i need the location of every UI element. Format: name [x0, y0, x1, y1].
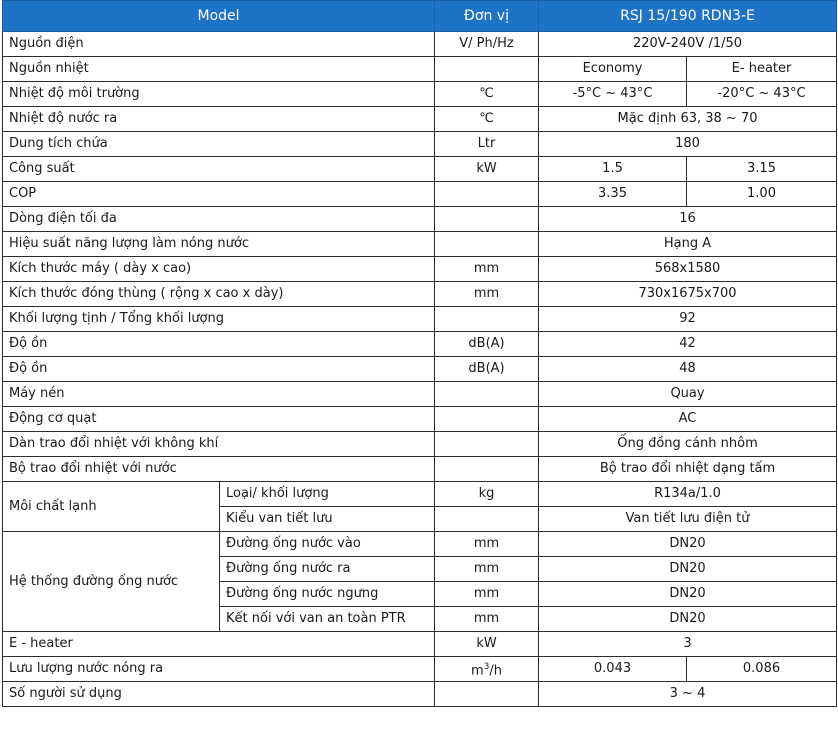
row-unit: dB(A) [435, 332, 539, 357]
table-row [3, 632, 837, 657]
row-label: E - heater [3, 632, 435, 657]
row-unit [435, 182, 539, 207]
row-value: 730x1675x700 [539, 282, 837, 307]
table-row [3, 357, 837, 382]
row-value: Bộ trao đổi nhiệt dạng tấm [539, 457, 837, 482]
row-unit [435, 57, 539, 82]
row-label: Dung tích chứa [3, 132, 435, 157]
row-value-eheater: E- heater [687, 57, 837, 82]
row-label: Kích thước đóng thùng ( rộng x cao x dày) [3, 282, 435, 307]
row-unit: dB(A) [435, 357, 539, 382]
row-value-economy: Economy [539, 57, 687, 82]
row-value-economy: 3.35 [539, 182, 687, 207]
table-row [3, 307, 837, 332]
unit-superscript: 3 [483, 661, 490, 672]
row-value: 42 [539, 332, 837, 357]
group-label-piping: Hệ thống đường ống nước [3, 532, 220, 632]
row-label: COP [3, 182, 435, 207]
table-row [3, 82, 837, 107]
row-label: Nguồn điện [3, 32, 435, 57]
row-unit [435, 507, 539, 532]
row-value: Mặc định 63, 38 ~ 70 [539, 107, 837, 132]
row-value-economy: 1.5 [539, 157, 687, 182]
row-unit: ℃ [435, 82, 539, 107]
table-row [3, 457, 837, 482]
sub-label: Loại/ khối lượng [220, 482, 435, 507]
row-label: Máy nén [3, 382, 435, 407]
row-label: Khối lượng tịnh / Tổng khối lượng [3, 307, 435, 332]
row-unit: mm [435, 582, 539, 607]
table-row [3, 57, 837, 82]
row-unit: kW [435, 632, 539, 657]
row-value: Hạng A [539, 232, 837, 257]
row-value: Quay [539, 382, 837, 407]
row-label: Kích thước máy ( dày x cao) [3, 257, 435, 282]
table-row [3, 107, 837, 132]
row-label: Nhiệt độ môi trường [3, 82, 435, 107]
row-value: 180 [539, 132, 837, 157]
table-row [3, 382, 837, 407]
row-label: Nguồn nhiệt [3, 57, 435, 82]
row-unit [435, 207, 539, 232]
row-value: 48 [539, 357, 837, 382]
row-value-eheater: -20°C ~ 43°C [687, 82, 837, 107]
row-value: R134a/1.0 [539, 482, 837, 507]
row-value: 92 [539, 307, 837, 332]
table-row [3, 532, 837, 557]
table-row [3, 282, 837, 307]
table-row [3, 182, 837, 207]
header-unit: Đơn vị [435, 1, 539, 32]
table-row [3, 257, 837, 282]
row-value: 3 ~ 4 [539, 682, 837, 707]
row-unit: kg [435, 482, 539, 507]
row-unit: V/ Ph/Hz [435, 32, 539, 57]
row-label: Dàn trao đổi nhiệt với không khí [3, 432, 435, 457]
row-value: DN20 [539, 557, 837, 582]
row-value: 568x1580 [539, 257, 837, 282]
row-unit [435, 307, 539, 332]
table-row [3, 332, 837, 357]
table-row [3, 407, 837, 432]
sub-label: Đường ống nước ngưng [220, 582, 435, 607]
unit-base: m [471, 663, 484, 679]
header-row [3, 1, 837, 32]
header-model: Model [3, 1, 435, 32]
row-value: DN20 [539, 582, 837, 607]
row-unit [435, 232, 539, 257]
row-value: DN20 [539, 532, 837, 557]
sub-label: Đường ống nước ra [220, 557, 435, 582]
row-value-economy: -5°C ~ 43°C [539, 82, 687, 107]
row-unit: mm [435, 557, 539, 582]
row-label: Dòng điện tối đa [3, 207, 435, 232]
row-unit: mm [435, 282, 539, 307]
row-unit: mm [435, 532, 539, 557]
group-label-refrigerant: Môi chất lạnh [3, 482, 220, 532]
sub-label: Kiểu van tiết lưu [220, 507, 435, 532]
table-row [3, 157, 837, 182]
table-row [3, 32, 837, 57]
row-value: 3 [539, 632, 837, 657]
row-value-eheater: 1.00 [687, 182, 837, 207]
row-unit: ℃ [435, 107, 539, 132]
row-label: Lưu lượng nước nóng ra [3, 657, 435, 682]
row-value: 220V-240V /1/50 [539, 32, 837, 57]
row-label: Hiệu suất năng lượng làm nóng nước [3, 232, 435, 257]
row-unit: mm [435, 607, 539, 632]
table-row [3, 482, 837, 507]
row-label: Bộ trao đổi nhiệt với nước [3, 457, 435, 482]
header-product: RSJ 15/190 RDN3-E [539, 1, 837, 32]
row-value-eheater: 0.086 [687, 657, 837, 682]
row-label: Số người sử dụng [3, 682, 435, 707]
row-unit [435, 407, 539, 432]
row-unit [435, 682, 539, 707]
row-label: Công suất [3, 157, 435, 182]
row-value: Ống đồng cánh nhôm [539, 432, 837, 457]
sub-label: Kết nối với van an toàn PTR [220, 607, 435, 632]
table-row [3, 657, 837, 682]
table-row [3, 132, 837, 157]
table-row [3, 207, 837, 232]
row-label: Động cơ quạt [3, 407, 435, 432]
table-row [3, 682, 837, 707]
row-label: Độ ồn [3, 357, 435, 382]
row-unit [435, 457, 539, 482]
row-value: 16 [539, 207, 837, 232]
unit-tail: /h [489, 663, 503, 679]
row-unit: kW [435, 157, 539, 182]
row-label: Độ ồn [3, 332, 435, 357]
row-unit [435, 382, 539, 407]
row-unit: mm [435, 257, 539, 282]
row-unit: Ltr [435, 132, 539, 157]
row-value: AC [539, 407, 837, 432]
row-value: Van tiết lưu điện tử [539, 507, 837, 532]
row-label: Nhiệt độ nước ra [3, 107, 435, 132]
row-value: DN20 [539, 607, 837, 632]
table-row [3, 432, 837, 457]
row-value-eheater: 3.15 [687, 157, 837, 182]
table-row [3, 232, 837, 257]
row-unit [435, 432, 539, 457]
row-value-economy: 0.043 [539, 657, 687, 682]
spec-table [2, 0, 837, 707]
sub-label: Đường ống nước vào [220, 532, 435, 557]
row-unit [435, 657, 539, 682]
